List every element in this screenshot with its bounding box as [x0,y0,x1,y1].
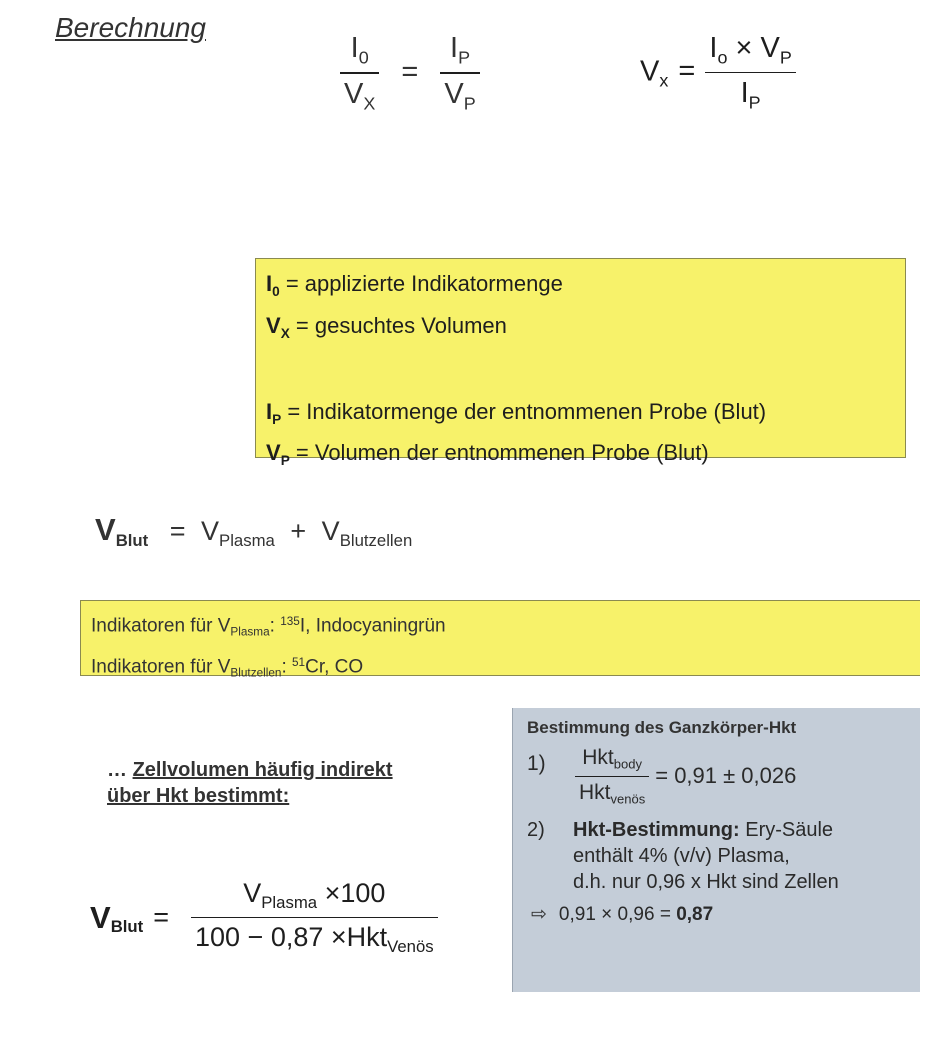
indicators-line-plasma [91,607,910,648]
f1-v: V [344,78,364,111]
hkt-rhs: = 0,91 ± 0,026 [655,763,797,789]
indicators-sup: 135 [280,615,300,628]
hkt-item-2 [527,817,906,895]
vblut-lhs-sub: Blut [115,530,149,550]
f2-lhs: V [640,55,660,88]
f2-eq: = [678,55,696,88]
hkt-item-2-num: 2) [527,818,545,841]
f2-d-sub: P [748,92,761,113]
note-line2: über Hkt bestimmt: [107,785,290,807]
hkt-note [107,757,393,809]
legend-row [266,436,895,478]
vblut-sum-equation [95,512,412,551]
legend-sym: I [266,398,273,424]
f2-n2-sub: P [779,47,792,68]
f2-times: × [735,32,753,64]
vblut-plus: + [290,516,307,546]
indicators-line-cells [91,648,910,689]
hkt-item-2-text: enthält 4% (v/v) Plasma, [573,844,790,867]
heading: Berechnung [55,12,207,43]
f1-i-sub: 0 [358,47,369,68]
legend-sym: V [266,440,281,466]
vblut-eq: = [169,516,186,546]
legend-box [255,258,906,469]
hkt-den-sub: venös [610,791,646,807]
legend-text: = applizierte Indikatormenge [285,271,563,296]
f1-i: I [350,32,359,64]
legend-row [266,309,895,351]
legend-sym-sub: P [280,453,290,469]
legend-text: = Indikatormenge der entnommenen Probe (Blut) [287,398,767,424]
legend-row [266,267,895,309]
f2-d: I [740,77,749,110]
vblut-fraction-formula [90,878,438,957]
hkt-item-2-text: d.h. nur 0,96 x Hkt sind Zellen [573,870,839,893]
legend-text: = gesuchtes Volumen [295,312,507,338]
hkt-item-2-text: Ery-Säule [739,818,834,841]
indicators-text: : [269,615,281,637]
indicators-text: Cr, CO [305,656,364,678]
indicators-text: Indikatoren für V [91,656,231,678]
vblut2-num-sub: Plasma [261,892,318,912]
f1-v2-sub: P [463,93,476,114]
indicators-sup: 51 [292,655,306,669]
indicators-sub: Blutzellen [230,666,282,680]
vblut-t1: V [201,516,220,546]
f1-eq: = [401,55,419,88]
hkt-num: Hkt [582,746,614,769]
indicators-box [80,600,920,680]
formula-ratio [340,32,480,115]
hkt-den: Hkt [579,781,611,805]
vblut2-lhs: V [90,899,111,935]
legend-sym-sub: P [272,411,282,427]
vblut-t2-sub: Blutzellen [339,530,413,550]
hkt-result: 0,87 [676,903,714,925]
f1-i2: I [450,32,459,64]
vblut2-eq: = [153,902,169,933]
indicators-sub: Plasma [230,625,270,639]
f1-v-sub: X [363,93,376,114]
hkt-item-1-num: 1) [527,752,546,775]
formula-vx [640,32,796,114]
legend-text: = Volumen der entnommenen Probe (Blut) [295,440,709,466]
indicators-text: Indikatoren für V [91,615,231,637]
indicators-text: I, Indocyaningrün [299,615,446,637]
f1-i2-sub: P [458,47,471,68]
hkt-result-line [527,903,906,926]
hkt-box [512,708,920,992]
hkt-num-sub: body [613,756,642,772]
f2-n1: I [709,32,718,64]
arrow-icon: ⇨ [531,903,547,925]
f2-n2: V [760,32,780,64]
legend-sym-sub: X [280,325,290,341]
vblut-lhs: V [95,512,116,547]
vblut2-lhs-sub: Blut [110,917,144,937]
legend-sym: V [266,312,281,338]
note-line1: Zellvolumen häufig indirekt [132,759,393,781]
vblut2-den-sub: Venös [387,937,434,957]
vblut2-num-post: ×100 [317,878,386,908]
f2-n1-sub: o [717,47,728,68]
note-prefix: … [107,759,133,781]
legend-sym-sub: 0 [272,283,280,299]
vblut-t2: V [321,516,340,546]
vblut2-num: V [243,878,262,908]
f2-lhs-sub: x [659,70,669,91]
legend-row [266,395,895,437]
hkt-item-1 [527,746,906,807]
vblut2-den: 100 − 0,87 ×Hkt [195,922,388,953]
indicators-text: : [281,656,292,678]
legend-sym: I [266,271,273,296]
f1-v2: V [444,78,464,111]
vblut-t1-sub: Plasma [219,530,275,550]
hkt-box-title: Bestimmung des Ganzkörper-Hkt [527,718,797,737]
hkt-calc: 0,91 × 0,96 = [558,903,677,925]
hkt-item-2-bold: Hkt-Bestimmung: [573,818,740,841]
